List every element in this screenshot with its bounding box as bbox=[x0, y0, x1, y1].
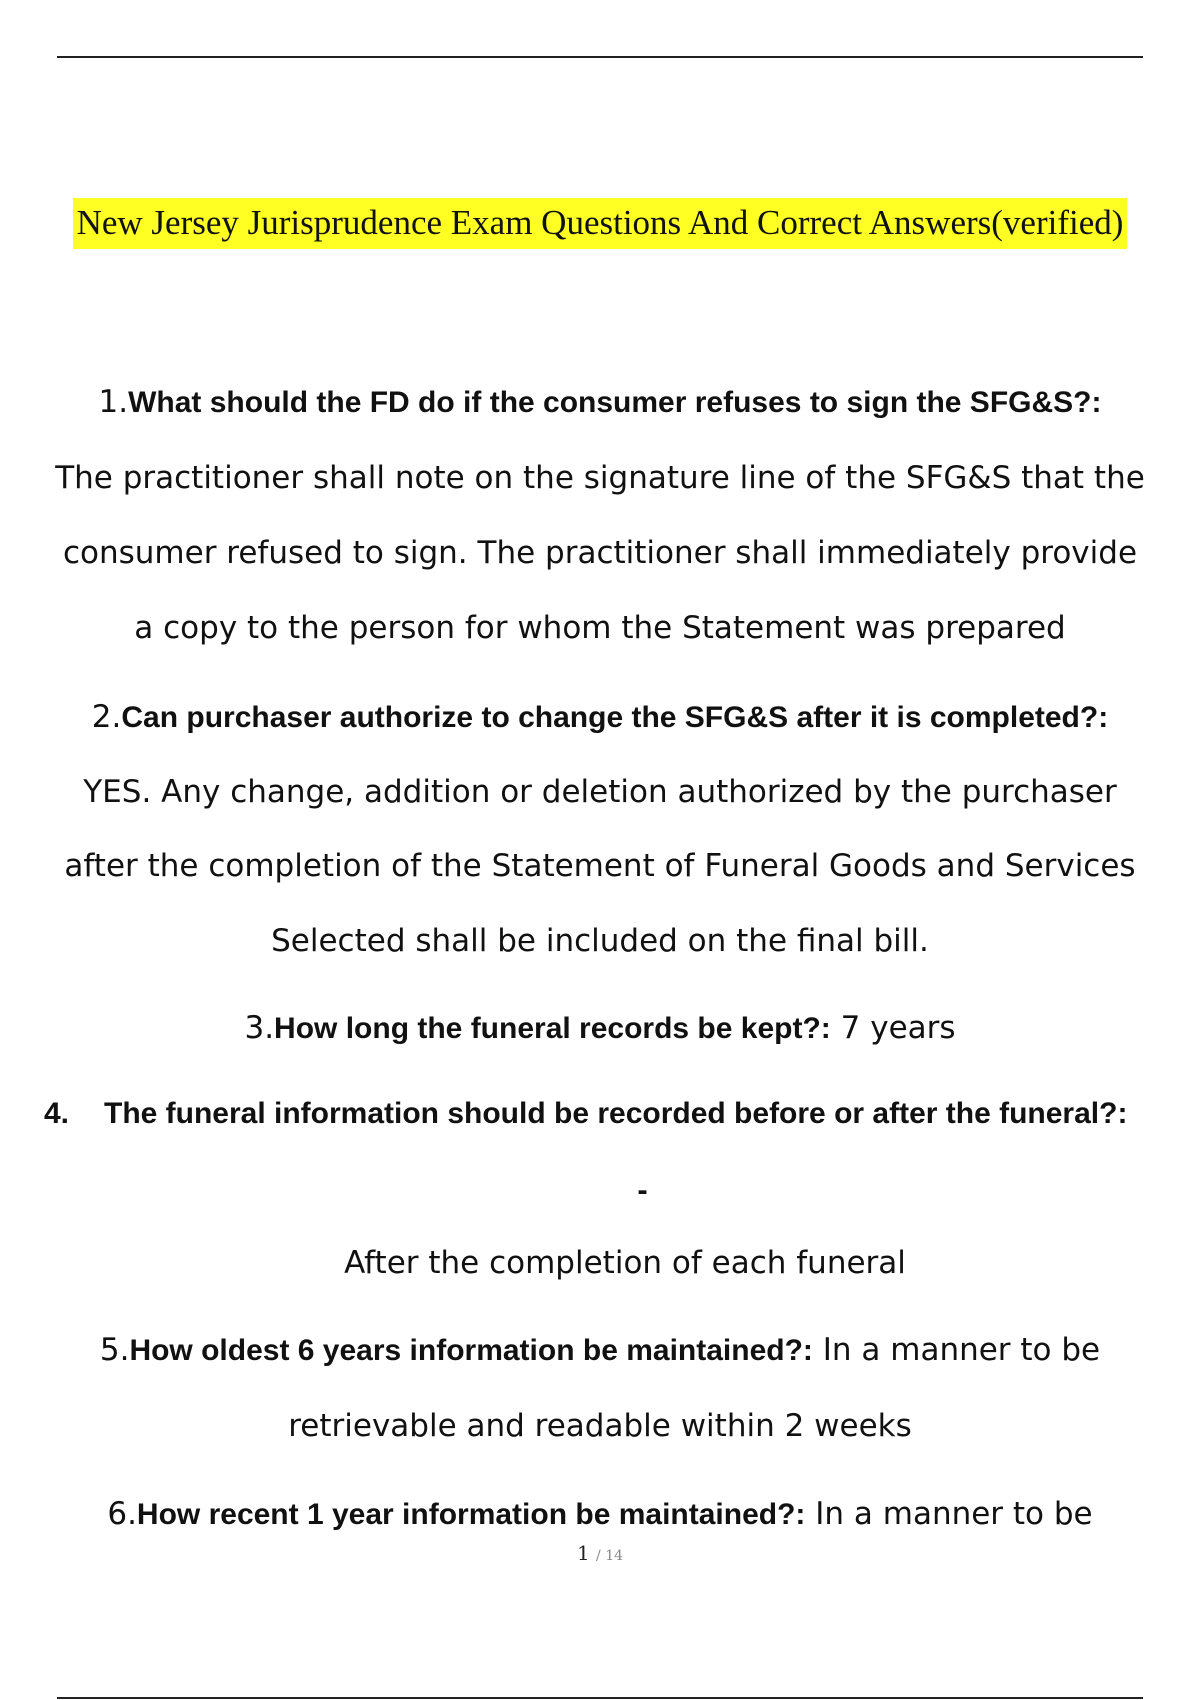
answer-2-line-3: Selected shall be included on the final bill. bbox=[271, 923, 929, 959]
answer-4: After the completion of each funeral bbox=[344, 1245, 906, 1281]
question-3 bbox=[0, 1008, 1200, 1049]
question-text: How long the funeral records be kept?: bbox=[274, 1012, 831, 1045]
answer-1-line-2: consumer refused to sign. The practitioner shall immediately provide bbox=[62, 535, 1138, 571]
question-6 bbox=[0, 1494, 1200, 1535]
answer-5-line-1: retrievable and readable within 2 weeks bbox=[288, 1408, 912, 1444]
answer-2-line-1: YES. Any change, addition or deletion authorized by the purchaser bbox=[83, 774, 1117, 810]
question-number: 2. bbox=[91, 699, 122, 735]
question-4 bbox=[44, 1094, 1127, 1134]
question-number: 5. bbox=[99, 1332, 130, 1368]
question-number: 4. bbox=[44, 1097, 70, 1130]
answer-1-line-1: The practitioner shall note on the signature line of the SFG&S that the bbox=[55, 460, 1145, 496]
top-rule bbox=[57, 56, 1143, 58]
question-number: 1. bbox=[98, 384, 129, 420]
question-text: The funeral information should be recorded before or after the funeral?: bbox=[104, 1097, 1128, 1130]
title-container bbox=[0, 198, 1200, 249]
answer-1-line-3: a copy to the person for whom the Statement was prepared bbox=[134, 610, 1066, 646]
bottom-rule bbox=[57, 1697, 1143, 1699]
question-number: 6. bbox=[107, 1496, 137, 1532]
answer-2-line-2: after the completion of the Statement of Funeral Goods and Services bbox=[64, 848, 1136, 884]
question-text: How oldest 6 years information be maintained?: bbox=[129, 1334, 813, 1367]
question-5 bbox=[0, 1330, 1200, 1371]
question-1 bbox=[0, 382, 1200, 423]
current-page: 1 bbox=[576, 1541, 590, 1565]
document-title: New Jersey Jurisprudence Exam Questions And Correct Answers(verified) bbox=[73, 198, 1128, 249]
answer-5-start: In a manner to be bbox=[822, 1332, 1101, 1368]
question-text: How recent 1 year information be maintained?: bbox=[136, 1498, 806, 1531]
question-number: 3. bbox=[244, 1010, 275, 1046]
answer-4-separator: - bbox=[637, 1172, 648, 1207]
question-text: What should the FD do if the consumer refuses to sign the SFG&S?: bbox=[128, 386, 1102, 419]
question-text: Can purchaser authorize to change the SFG&S after it is completed?: bbox=[121, 701, 1109, 734]
answer-3: 7 years bbox=[840, 1010, 956, 1046]
page-indicator bbox=[0, 1541, 1200, 1565]
answer-6-start: In a manner to be bbox=[815, 1496, 1093, 1532]
total-pages: / 14 bbox=[596, 1548, 624, 1564]
question-2 bbox=[0, 697, 1200, 738]
